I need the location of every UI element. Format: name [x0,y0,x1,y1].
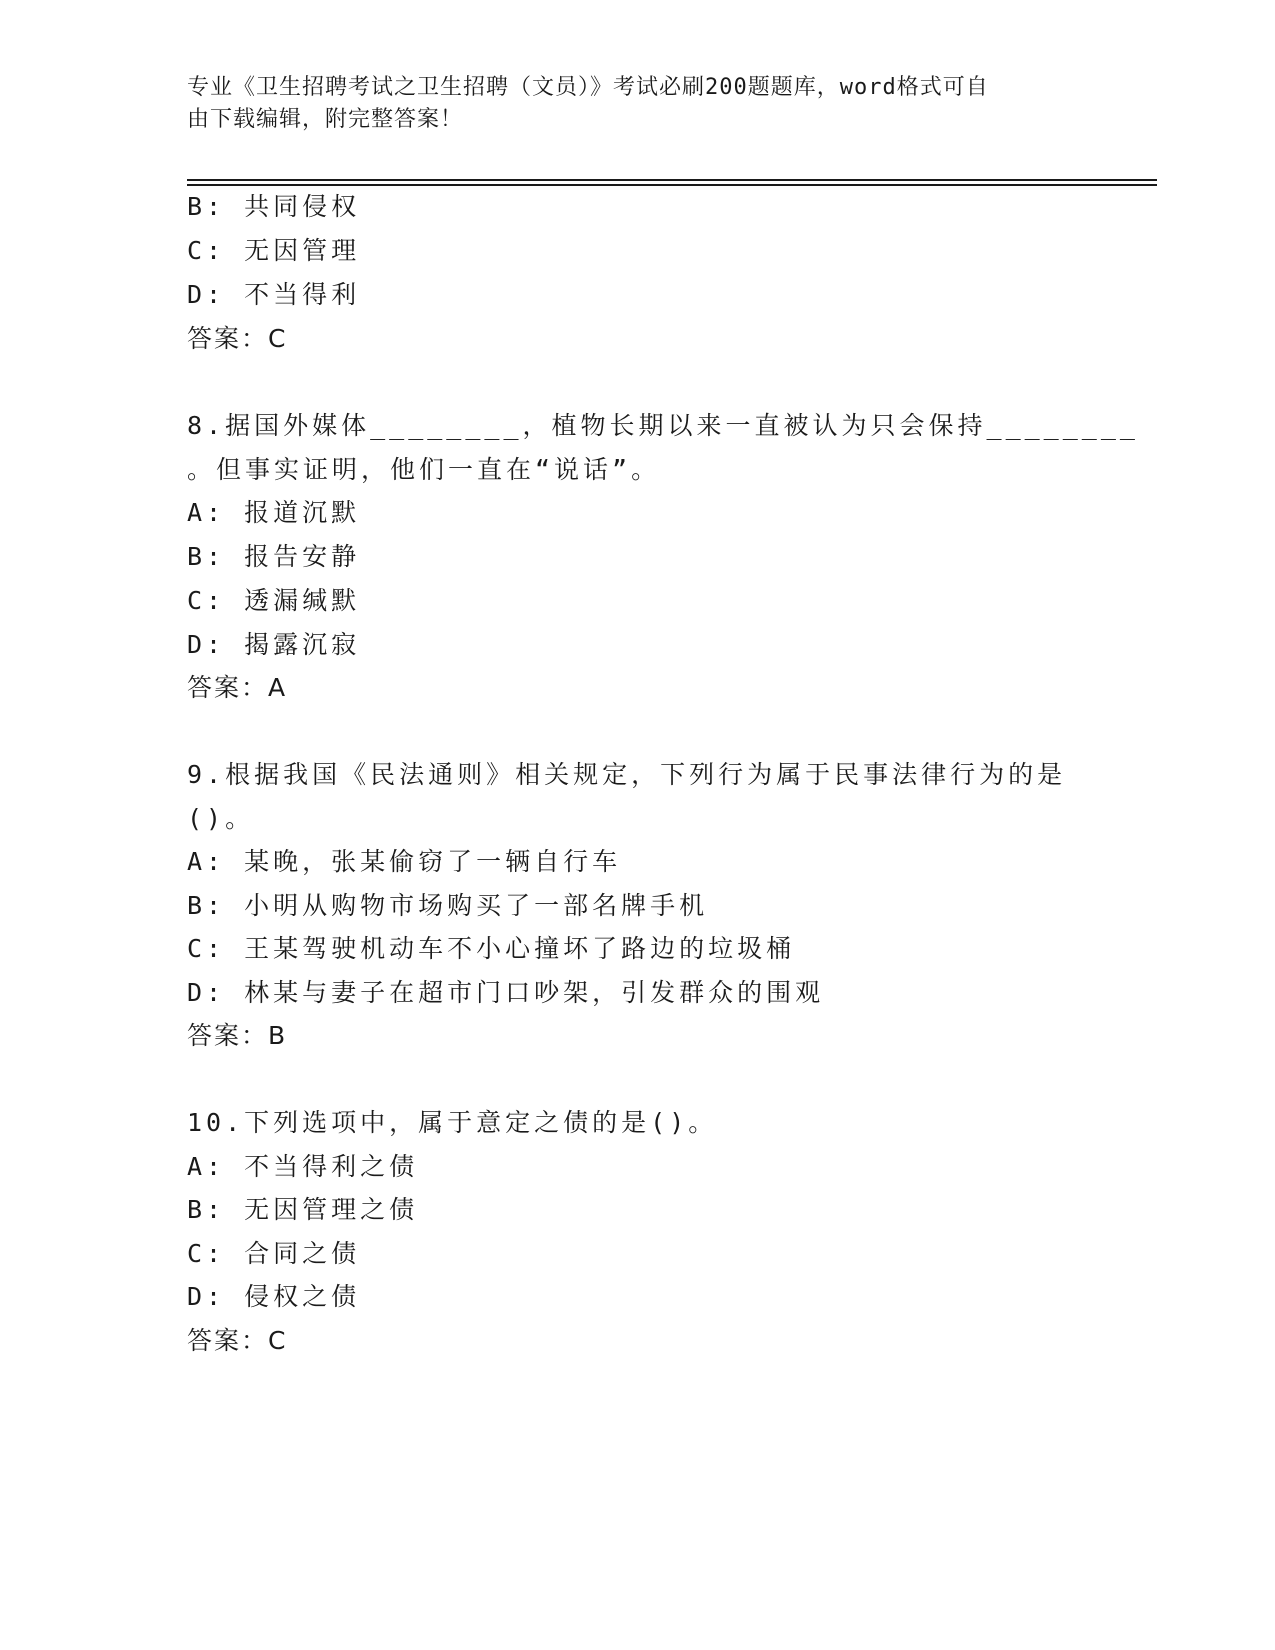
q8-option-a: A: 报道沉默 [187,498,361,527]
q7-answer: 答案：C [187,324,288,353]
q10-option-a: A: 不当得利之债 [187,1152,419,1181]
header-rule-bottom [187,184,1157,186]
q9-option-b: B: 小明从购物市场购买了一部名牌手机 [187,891,709,920]
q8-stem-line-1: 8.据国外媒体________，植物长期以来一直被认为只会保持________ [187,411,1139,440]
q9-stem-line-2: ()。 [187,804,255,833]
q8-option-c: C: 透漏缄默 [187,586,361,615]
q8-option-d: D: 揭露沉寂 [187,630,361,659]
q8-stem-line-2: 。但事实证明，他们一直在“说话”。 [187,455,661,484]
q9-option-c: C: 王某驾驶机动车不小心撞坏了路边的垃圾桶 [187,934,796,963]
q10-option-c: C: 合同之债 [187,1239,361,1268]
q8-answer: 答案：A [187,673,288,702]
q7-option-c: C: 无因管理 [187,236,361,265]
header-rule-top [187,179,1157,181]
q9-option-d: D: 林某与妻子在超市门口吵架，引发群众的围观 [187,978,825,1007]
q9-answer: 答案：B [187,1021,288,1050]
q10-option-d: D: 侵权之债 [187,1282,361,1311]
q9-stem-line-1: 9.根据我国《民法通则》相关规定，下列行为属于民事法律行为的是 [187,760,1067,789]
q10-stem-line-1: 10.下列选项中，属于意定之债的是()。 [187,1108,718,1137]
document-header [187,72,1067,136]
q10-option-b: B: 无因管理之债 [187,1195,419,1224]
q7-option-d: D: 不当得利 [187,280,361,309]
q7-option-b: B: 共同侵权 [187,192,361,221]
header-line-2: 由下载编辑，附完整答案！ [187,107,464,132]
q10-answer: 答案：C [187,1326,288,1355]
q9-option-a: A: 某晚，张某偷窃了一辆自行车 [187,847,622,876]
header-line-1: 专业《卫生招聘考试之卫生招聘（文员）》考试必刷200题题库，word格式可自 [187,75,989,100]
q8-option-b: B: 报告安静 [187,542,361,571]
